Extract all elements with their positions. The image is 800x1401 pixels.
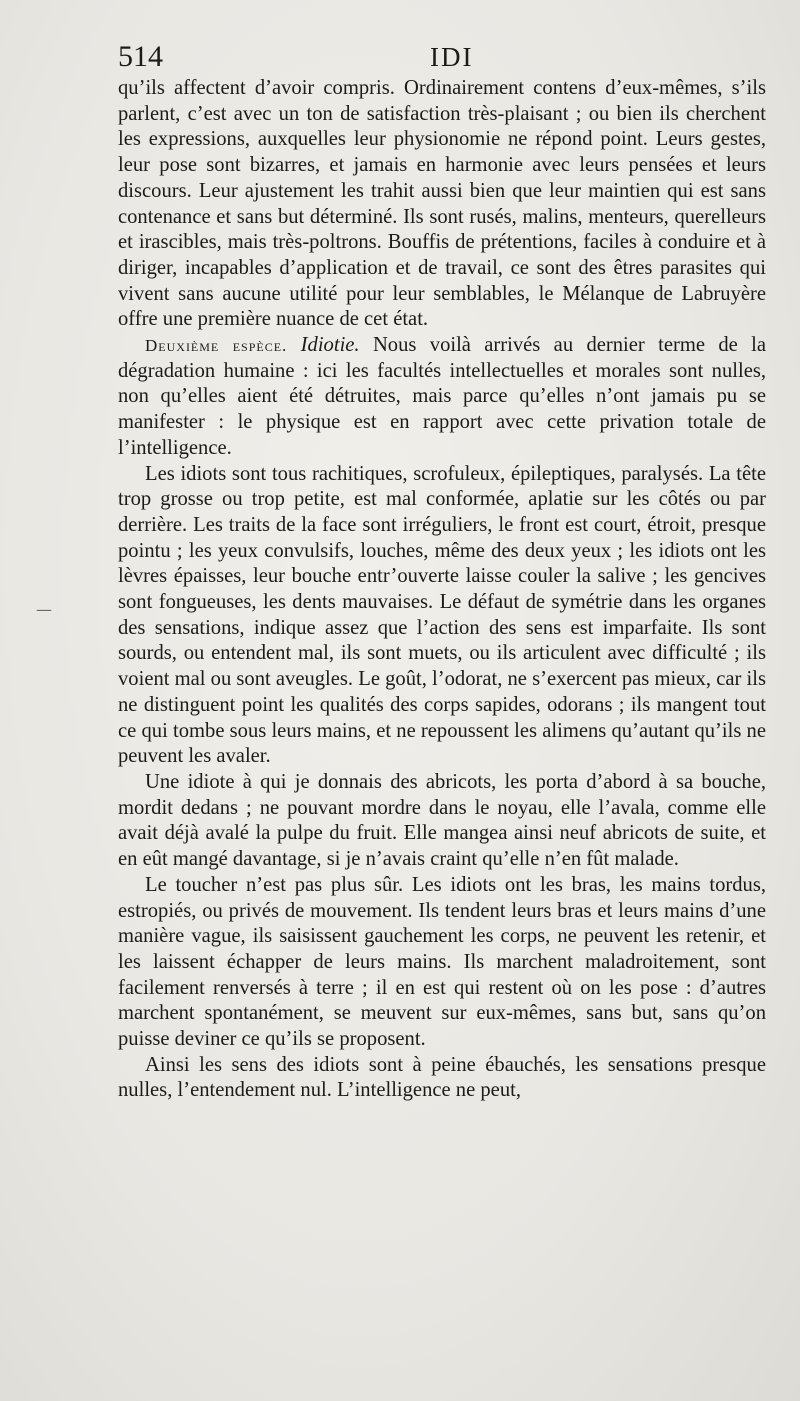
running-head <box>118 40 780 76</box>
page-number: 514 <box>118 40 163 73</box>
running-head-title: IDI <box>430 42 474 72</box>
paragraph-text: qu’ils affectent d’avoir compris. Ordinairement contens d’eux-mêmes, s’ils parlent, c’est avec un ton de satisfaction très-plaisant ; ou bien ils cherchent les expressions, auxquelles leur physionomie ne répond point. Leurs gestes, leur pose sont bizarres, et jamais en harmonie avec leurs pensées et leurs discours. Leur ajustement les trahit aussi bien que leur maintien qui est sans contenance et sans but déterminé. Ils sont rusés, malins, menteurs, querelleurs et irascibles, mais très-poltrons. Bouffis de prétentions, faciles à conduire et à diriger, incapables d’application et de travail, ce sont des êtres parasites qui vivent sans aucune utilité pour leur semblables, le Mélanque de Labruyère offre une première nuance de cet état. <box>118 77 766 331</box>
paragraph-text: Les idiots sont tous rachitiques, scrofuleux, épileptiques, paralysés. La tête trop grosse ou trop petite, est mal conformée, aplatie sur les côtés ou par derrière. Les traits de la face sont irréguliers, le front est court, étroit, presque pointu ; les yeux convulsifs, louches, même des deux yeux ; les idiots ont les lèvres épaisses, leur bouche entr’ouverte laisse couler la salive ; les gencives sont fongueuses, les dents mauvaises. Le défaut de symétrie dans les organes des sensations, indique assez que l’action des sens est imparfaite. Ils sont sourds, ou entendent mal, ils sont muets, ou ils articulent avec difficulté ; ils voient mal ou sont aveugles. Le goût, l’odorat, ne s’exercent pas mieux, car ils ne distinguent point les qualités des corps sapides, odorans ; ils mangent tout ce qui tombe sous leurs mains, et ne repoussent les alimens qu’autant qu’ils ne peuvent les avaler. <box>118 462 766 768</box>
paragraph-text: Nous voilà arrivés au dernier terme de la dégradation humaine : ici les facultés intellectuelles et morales sont nulles, non qu’elles aient été détruites, mais parce qu’elles n’ont jamais pu se manifester : le physique est en rapport avec cette privation totale de l’intelligence. <box>118 334 767 459</box>
paragraph-text: Ainsi les sens des idiots sont à peine ébauchés, les sensations presque nulles, l’entendement nul. L’intelligence ne peut, <box>118 1053 766 1102</box>
margin-dash-mark: — <box>36 600 52 619</box>
paragraph-conclusion <box>118 1053 766 1104</box>
paragraph-touch <box>118 873 766 1053</box>
paragraph-text: Le toucher n’est pas plus sûr. Les idiots ont les bras, les mains tordus, estropiés, ou privés de mouvement. Ils tendent leurs bras et leurs mains d’une manière vague, ils saisissent gauchement les corps, ne peuvent les retenir, et les laissent échapper de leurs mains. Ils marchent maladroitement, sont facilement renversés à terre ; il en est qui restent où on les pose : d’autres marchent spontanément, se meuvent sur eux-mêmes, sans but, sans qu’on puisse deviner ce qu’ils se proposent. <box>118 873 766 1051</box>
species-term: Idiotie. <box>300 334 360 357</box>
body-text <box>118 76 766 1104</box>
paragraph-text: Une idiote à qui je donnais des abricots, les porta d’abord à sa bouche, mordit dedans ; ne pouvant mordre dans le noyau, elle l’avala, comme elle avait déjà avalé la pulpe du fruit. Elle mangea ainsi neuf abricots de suite, et en eût mangé davantage, si je n’avais craint qu’elle n’en fût malade. <box>118 770 766 871</box>
paragraph-symptoms <box>118 462 766 770</box>
paragraph-idiotie <box>118 333 766 462</box>
paragraph-apricots <box>118 770 766 873</box>
paragraph-continuation <box>118 76 766 333</box>
species-label: Deuxième espèce. <box>145 336 288 356</box>
